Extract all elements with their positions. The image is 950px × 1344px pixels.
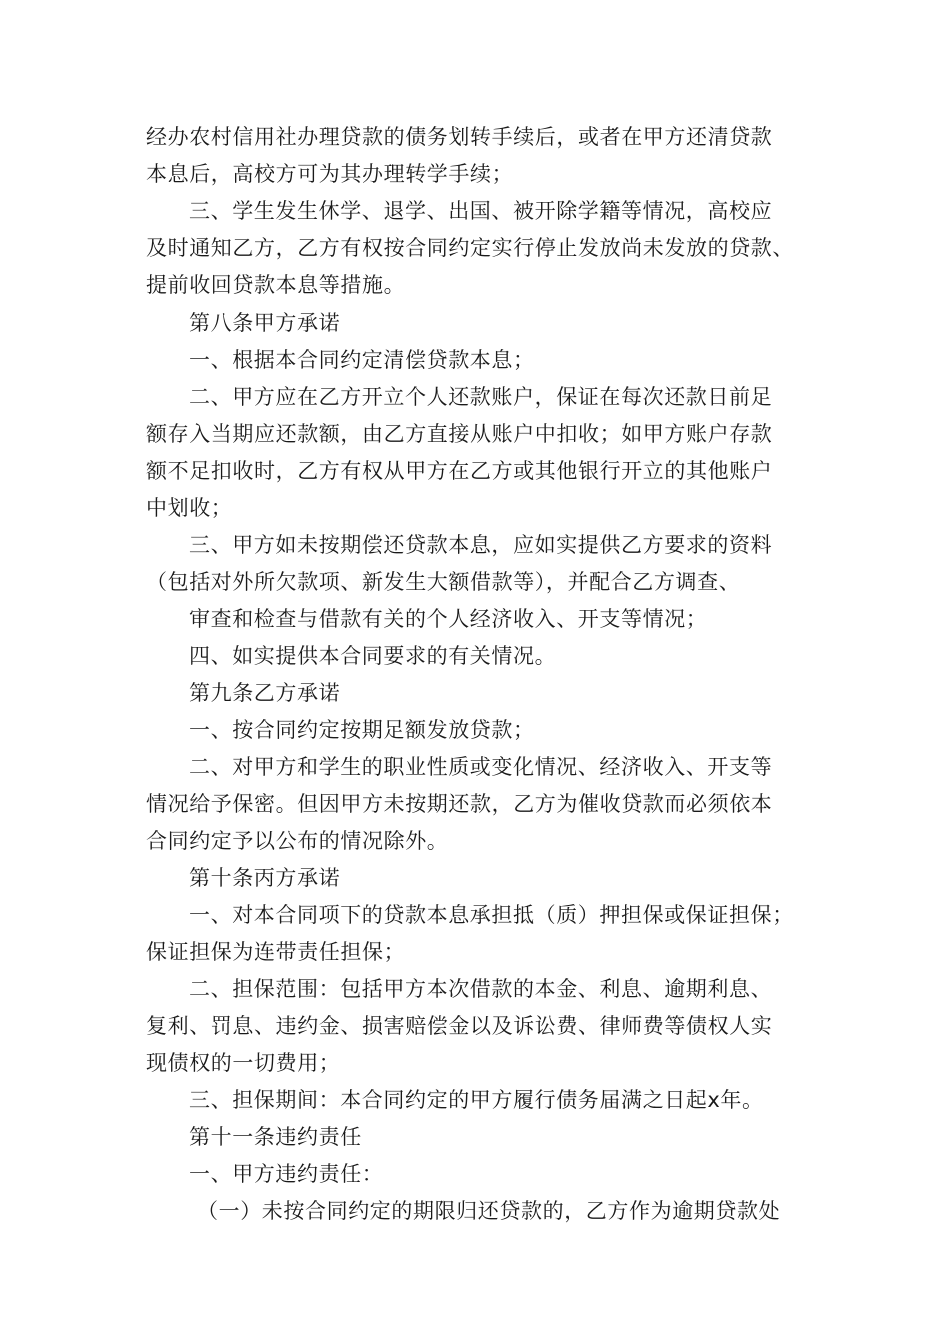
text-line: 经办农村信用社办理贷款的债务划转手续后，或者在甲方还清贷款 [146, 125, 773, 149]
text-line: 二、担保范围：包括甲方本次借款的本金、利息、逾期利息、 [189, 977, 773, 1001]
section-heading: 第十条丙方承诺 [189, 866, 341, 890]
text-line: 一、对本合同项下的贷款本息承担抵（质）押担保或保证担保； [189, 903, 794, 927]
text-line: 一、甲方违约责任： [189, 1162, 384, 1186]
text-line: 中划收； [146, 496, 233, 520]
text-line: 复利、罚息、违约金、损害赔偿金以及诉讼费、律师费等债权人实 [146, 1014, 773, 1038]
section-heading: 第九条乙方承诺 [189, 681, 341, 705]
text-line: 三、担保期间：本合同约定的甲方履行债务届满之日起x年。 [189, 1088, 764, 1112]
section-heading: 第八条甲方承诺 [189, 311, 341, 335]
text-line: 一、按合同约定按期足额发放贷款； [189, 718, 535, 742]
section-heading: 第十一条违约责任 [189, 1125, 362, 1149]
text-line: 额不足扣收时，乙方有权从甲方在乙方或其他银行开立的其他账户 [146, 459, 773, 483]
text-line: 二、对甲方和学生的职业性质或变化情况、经济收入、开支等 [189, 755, 773, 779]
text-line: 及时通知乙方，乙方有权按合同约定实行停止发放尚未发放的贷款、 [146, 236, 794, 260]
text-line: 情况给予保密。但因甲方未按期还款，乙方为催收贷款而必须依本 [146, 792, 773, 816]
text-line: （一）未按合同约定的期限归还贷款的，乙方作为逾期贷款处 [197, 1199, 781, 1223]
text-line: 额存入当期应还款额，由乙方直接从账户中扣收；如甲方账户存款 [146, 422, 773, 446]
text-line: 保证担保为连带责任担保； [146, 940, 406, 964]
text-line: 本息后，高校方可为其办理转学手续； [146, 162, 514, 186]
text-line: 一、根据本合同约定清偿贷款本息； [189, 348, 535, 372]
text-line: 提前收回贷款本息等措施。 [146, 273, 406, 297]
text-line: 合同约定予以公布的情况除外。 [146, 829, 449, 853]
text-line: 三、甲方如未按期偿还贷款本息，应如实提供乙方要求的资料 [189, 533, 773, 557]
text-line: 二、甲方应在乙方开立个人还款账户，保证在每次还款日前足 [189, 385, 773, 409]
text-line: 四、如实提供本合同要求的有关情况。 [189, 644, 557, 668]
text-line: 三、学生发生休学、退学、出国、被开除学籍等情况，高校应 [189, 199, 773, 223]
text-line: （包括对外所欠款项、新发生大额借款等），并配合乙方调查、 [146, 570, 741, 594]
text-line: 现债权的一切费用； [146, 1051, 341, 1075]
text-line: 审查和检查与借款有关的个人经济收入、开支等情况； [189, 607, 708, 631]
